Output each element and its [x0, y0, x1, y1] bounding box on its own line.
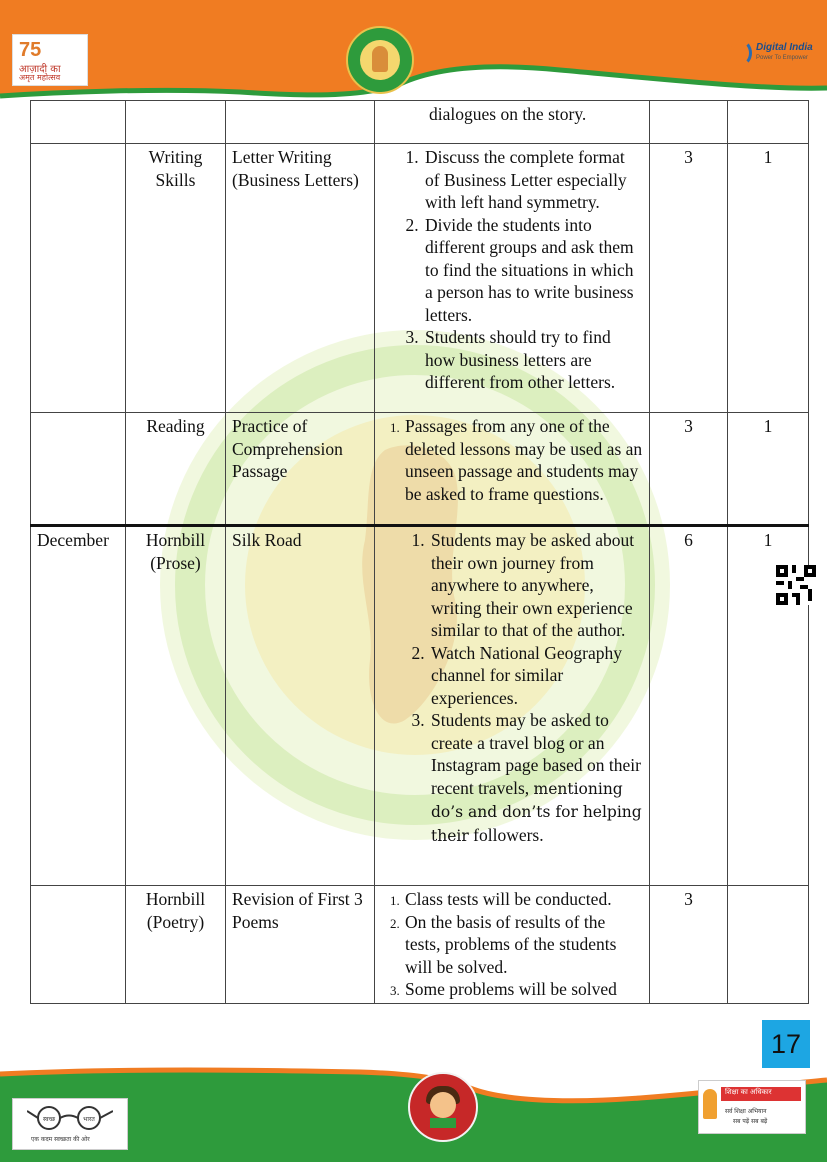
swachh-word-1: स्वच्छ [42, 1117, 56, 1123]
header-band-shape [0, 0, 827, 100]
count-cell: 1 [728, 144, 809, 413]
list-item: 1. Discuss the complete format of Business Letter especially with left hand symmetry. [423, 146, 643, 214]
rte-title: शिक्षा का अधिकार [725, 1088, 772, 1096]
activity-list [381, 888, 643, 1001]
beti-padhao-logo-icon [408, 1072, 478, 1142]
month-cell [31, 144, 126, 413]
table-row [31, 526, 809, 886]
topic-cell: Silk Road [226, 526, 375, 886]
activity-list [381, 415, 643, 505]
digital-india-mark-icon [730, 40, 752, 66]
list-item [429, 709, 643, 847]
topic-cell: Revision of First 3 Poems [226, 886, 375, 1004]
swachh-bharat-logo [12, 1098, 128, 1150]
rte-line2: सर्व शिक्षा अभियान [725, 1108, 767, 1115]
child-icon [703, 1089, 717, 1119]
list-item: 1. Students may be asked about their own journey from anywhere to anywhere, writing their own experience similar to that of the author. [429, 529, 643, 642]
table-row [31, 144, 809, 413]
school-board-seal-icon [346, 26, 414, 94]
topic-cell: Letter Writing (Business Letters) [226, 144, 375, 413]
page-number: 17 [762, 1020, 810, 1068]
activity-text: dialogues on the story. [429, 104, 587, 124]
list-item: 1. Class tests will be conducted. [403, 888, 643, 911]
activity-list [381, 146, 643, 394]
azadi-line2: अमृत महोत्सव [19, 73, 61, 82]
skill-cell: Writing Skills [126, 144, 226, 413]
table-row [31, 413, 809, 526]
azadi-ka-amrit-mahotsav-logo [12, 34, 88, 86]
month-cell: December [31, 526, 126, 886]
month-cell [31, 886, 126, 1004]
list-item: 3. Some problems will be solved [403, 978, 643, 1001]
page-header [0, 0, 827, 100]
topic-cell: Practice of Comprehension Passage [226, 413, 375, 526]
activity-text: Students may be asked to create a travel blog or an Instagram page based on their recent travels, [431, 710, 641, 798]
skill-cell: Reading [126, 413, 226, 526]
count-cell [728, 101, 809, 144]
skill-cell: Hornbill (Prose) [126, 526, 226, 886]
table-row [31, 101, 809, 144]
curriculum-plan-table [30, 100, 809, 1004]
skill-cell [126, 101, 226, 144]
activity-list [381, 529, 643, 847]
swachh-word-2: भारत [83, 1117, 95, 1123]
activities-cell [375, 526, 650, 886]
digital-india-title: Digital India [756, 42, 813, 53]
activities-cell [375, 144, 650, 413]
count-cell: 1 [728, 413, 809, 526]
swachh-caption: एक कदम स्वच्छता की ओर [31, 1136, 90, 1143]
azadi-line1: आज़ादी का [19, 64, 61, 75]
periods-cell: 3 [650, 413, 728, 526]
month-cell [31, 413, 126, 526]
topic-cell [226, 101, 375, 144]
activities-cell [375, 413, 650, 526]
list-item: 2. Divide the students into different groups and ask them to find the situations in which a person has to write business letters. [423, 214, 643, 327]
list-item: 2. On the basis of results of the tests, problems of the students will be solved. [403, 911, 643, 979]
activity-bold-text: mentioning do’s and don’ts for helping their [431, 779, 642, 845]
digital-india-logo [730, 40, 818, 70]
skill-cell: Hornbill (Poetry) [126, 886, 226, 1004]
month-cell [31, 101, 126, 144]
activities-cell [375, 101, 650, 144]
count-cell: 1 [728, 526, 809, 886]
periods-cell: 3 [650, 886, 728, 1004]
list-item: 1. Passages from any one of the deleted lessons may be used as an unseen passage and students may be asked to frame questions. [403, 415, 643, 505]
qr-code-icon[interactable] [776, 565, 816, 605]
gandhi-glasses-icon [27, 1105, 113, 1131]
azadi-number: 75 [19, 39, 42, 61]
table-row [31, 886, 809, 1004]
periods-cell: 6 [650, 526, 728, 886]
activity-text: followers. [473, 824, 544, 845]
list-item: 3. Students should try to find how business letters are different from other letters. [423, 326, 643, 394]
right-to-education-logo [698, 1080, 806, 1134]
count-cell [728, 886, 809, 1004]
rte-line3: सब पढ़ें सब बढ़ें [733, 1118, 768, 1125]
list-item: 2. Watch National Geography channel for similar experiences. [429, 642, 643, 710]
activities-cell [375, 886, 650, 1004]
digital-india-tagline: Power To Empower [756, 55, 808, 61]
periods-cell [650, 101, 728, 144]
periods-cell: 3 [650, 144, 728, 413]
